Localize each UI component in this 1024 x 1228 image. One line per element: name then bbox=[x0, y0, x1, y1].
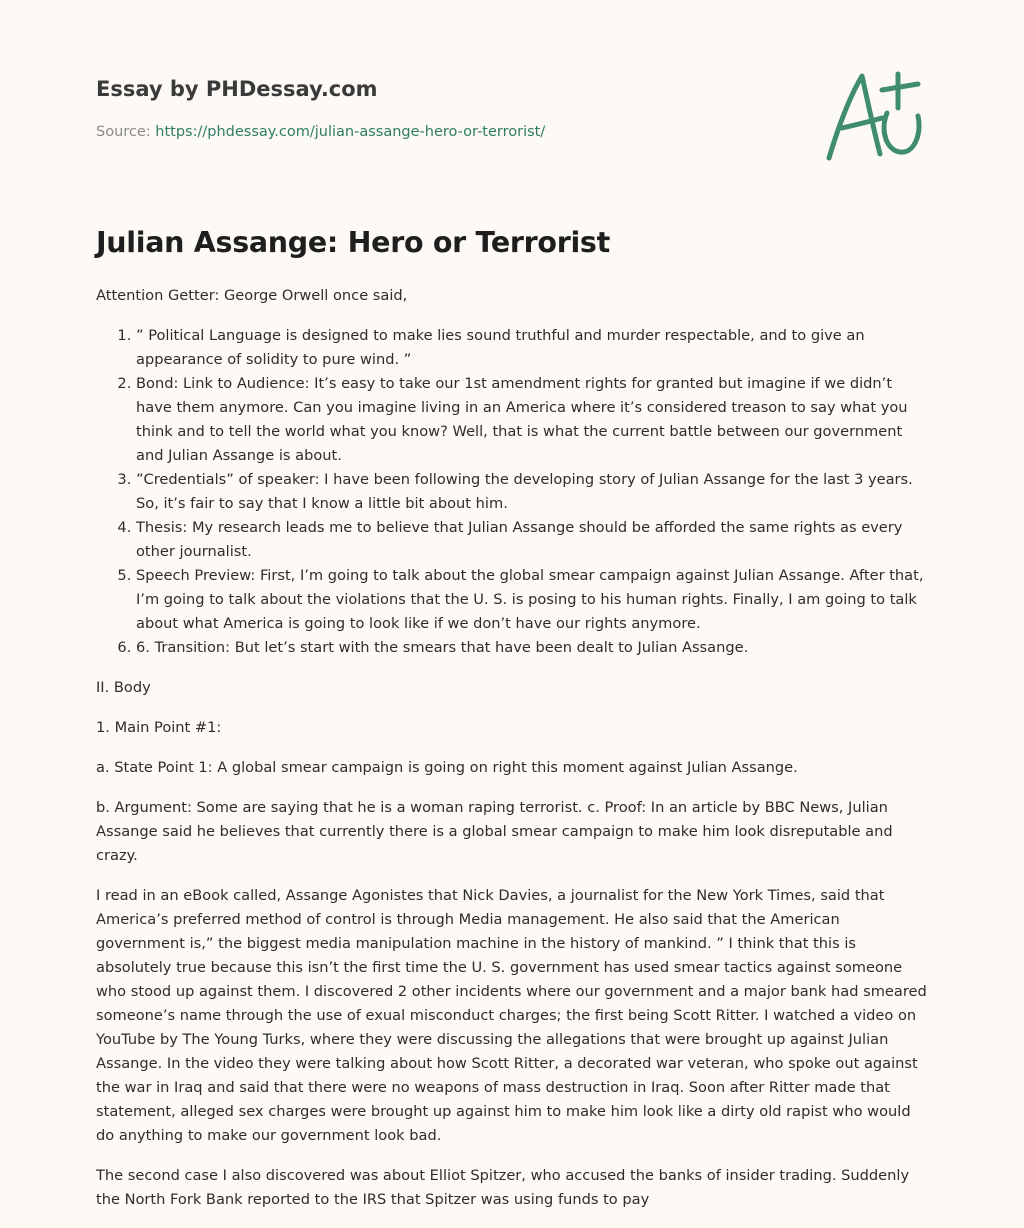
source-line bbox=[96, 124, 545, 140]
a-plus-logo-icon bbox=[820, 68, 930, 166]
essay-title: Julian Assange: Hero or Terrorist bbox=[96, 226, 610, 259]
source-label: Source: bbox=[96, 124, 151, 140]
body-paragraph: The second case I also discovered was about Elliot Spitzer, who accused the banks of insider trading. Suddenly the North Fork Bank reported to the IRS that Spitzer was using funds to pay bbox=[96, 1167, 910, 1208]
section-heading-body: II. Body bbox=[96, 679, 151, 696]
state-point-paragraph: a. State Point 1: A global smear campaign is going on right this moment against Julian Assange. bbox=[96, 759, 798, 776]
list-item: 1. ” Political Language is designed to make lies sound truthful and murder respectable, and to give an appearance of solidity to pure wind. ” bbox=[136, 324, 932, 372]
essay-body bbox=[96, 284, 932, 1228]
list-item: 6. 6. Transition: But let’s start with the smears that have been dealt to Julian Assange. bbox=[136, 636, 932, 660]
argument-paragraph: b. Argument: Some are saying that he is a woman raping terrorist. c. Proof: In an article by BBC News, Julian Assange said he believes that currently there is a global smear campaign to make him look disreputable and crazy. bbox=[96, 799, 893, 864]
outline-list bbox=[96, 324, 932, 660]
brand-heading: Essay by PHDessay.com bbox=[96, 77, 378, 101]
main-point-label: 1. Main Point #1: bbox=[96, 719, 222, 736]
intro-paragraph: Attention Getter: George Orwell once said, bbox=[96, 287, 408, 304]
body-paragraph: I read in an eBook called, Assange Agonistes that Nick Davies, a journalist for the New York Times, said that America’s preferred method of control is through Media management. He also said that the American government is,” the biggest media manipulation machine in the history of mankind. ” I think that this is absolutely true because this isn’t the first time the U. S. government has used smear tactics against someone who stood up against them. I discovered 2 other incidents where our government and a major bank had smeared someone’s name through the use of exual misconduct charges; the first being Scott Ritter. I watched a video on YouTube by The Young Turks, where they were discussing the allegations that were brought up against Julian Assange. In the video they were talking about how Scott Ritter, a decorated war veteran, who spoke out against the war in Iraq and said that there were no weapons of mass destruction in Iraq. Soon after Ritter made that statement, alleged sex charges were brought up against him to make him look like a dirty old rapist who would do anything to make our government look bad. bbox=[96, 887, 927, 1144]
list-item: 3. ”Credentials” of speaker: I have been following the developing story of Julian Assange for the last 3 years. So, it’s fair to say that I know a little bit about him. bbox=[136, 468, 932, 516]
list-item: 4. Thesis: My research leads me to believe that Julian Assange should be afforded the same rights as every other journalist. bbox=[136, 516, 932, 564]
source-link[interactable]: https://phdessay.com/julian-assange-hero-or-terrorist/ bbox=[155, 124, 546, 140]
list-item: 5. Speech Preview: First, I’m going to talk about the global smear campaign against Julian Assange. After that, I’m going to talk about the violations that the U. S. is posing to his human rights. Finally, I am going to talk about what America is going to look like if we don’t have our rights anymore. bbox=[136, 564, 932, 636]
list-item: 2. Bond: Link to Audience: It’s easy to take our 1st amendment rights for granted but imagine if we didn’t have them anymore. Can you imagine living in an America where it’s considered treason to say what you think and to tell the world what you know? Well, that is what the current battle between our government and Julian Assange is about. bbox=[136, 372, 932, 468]
